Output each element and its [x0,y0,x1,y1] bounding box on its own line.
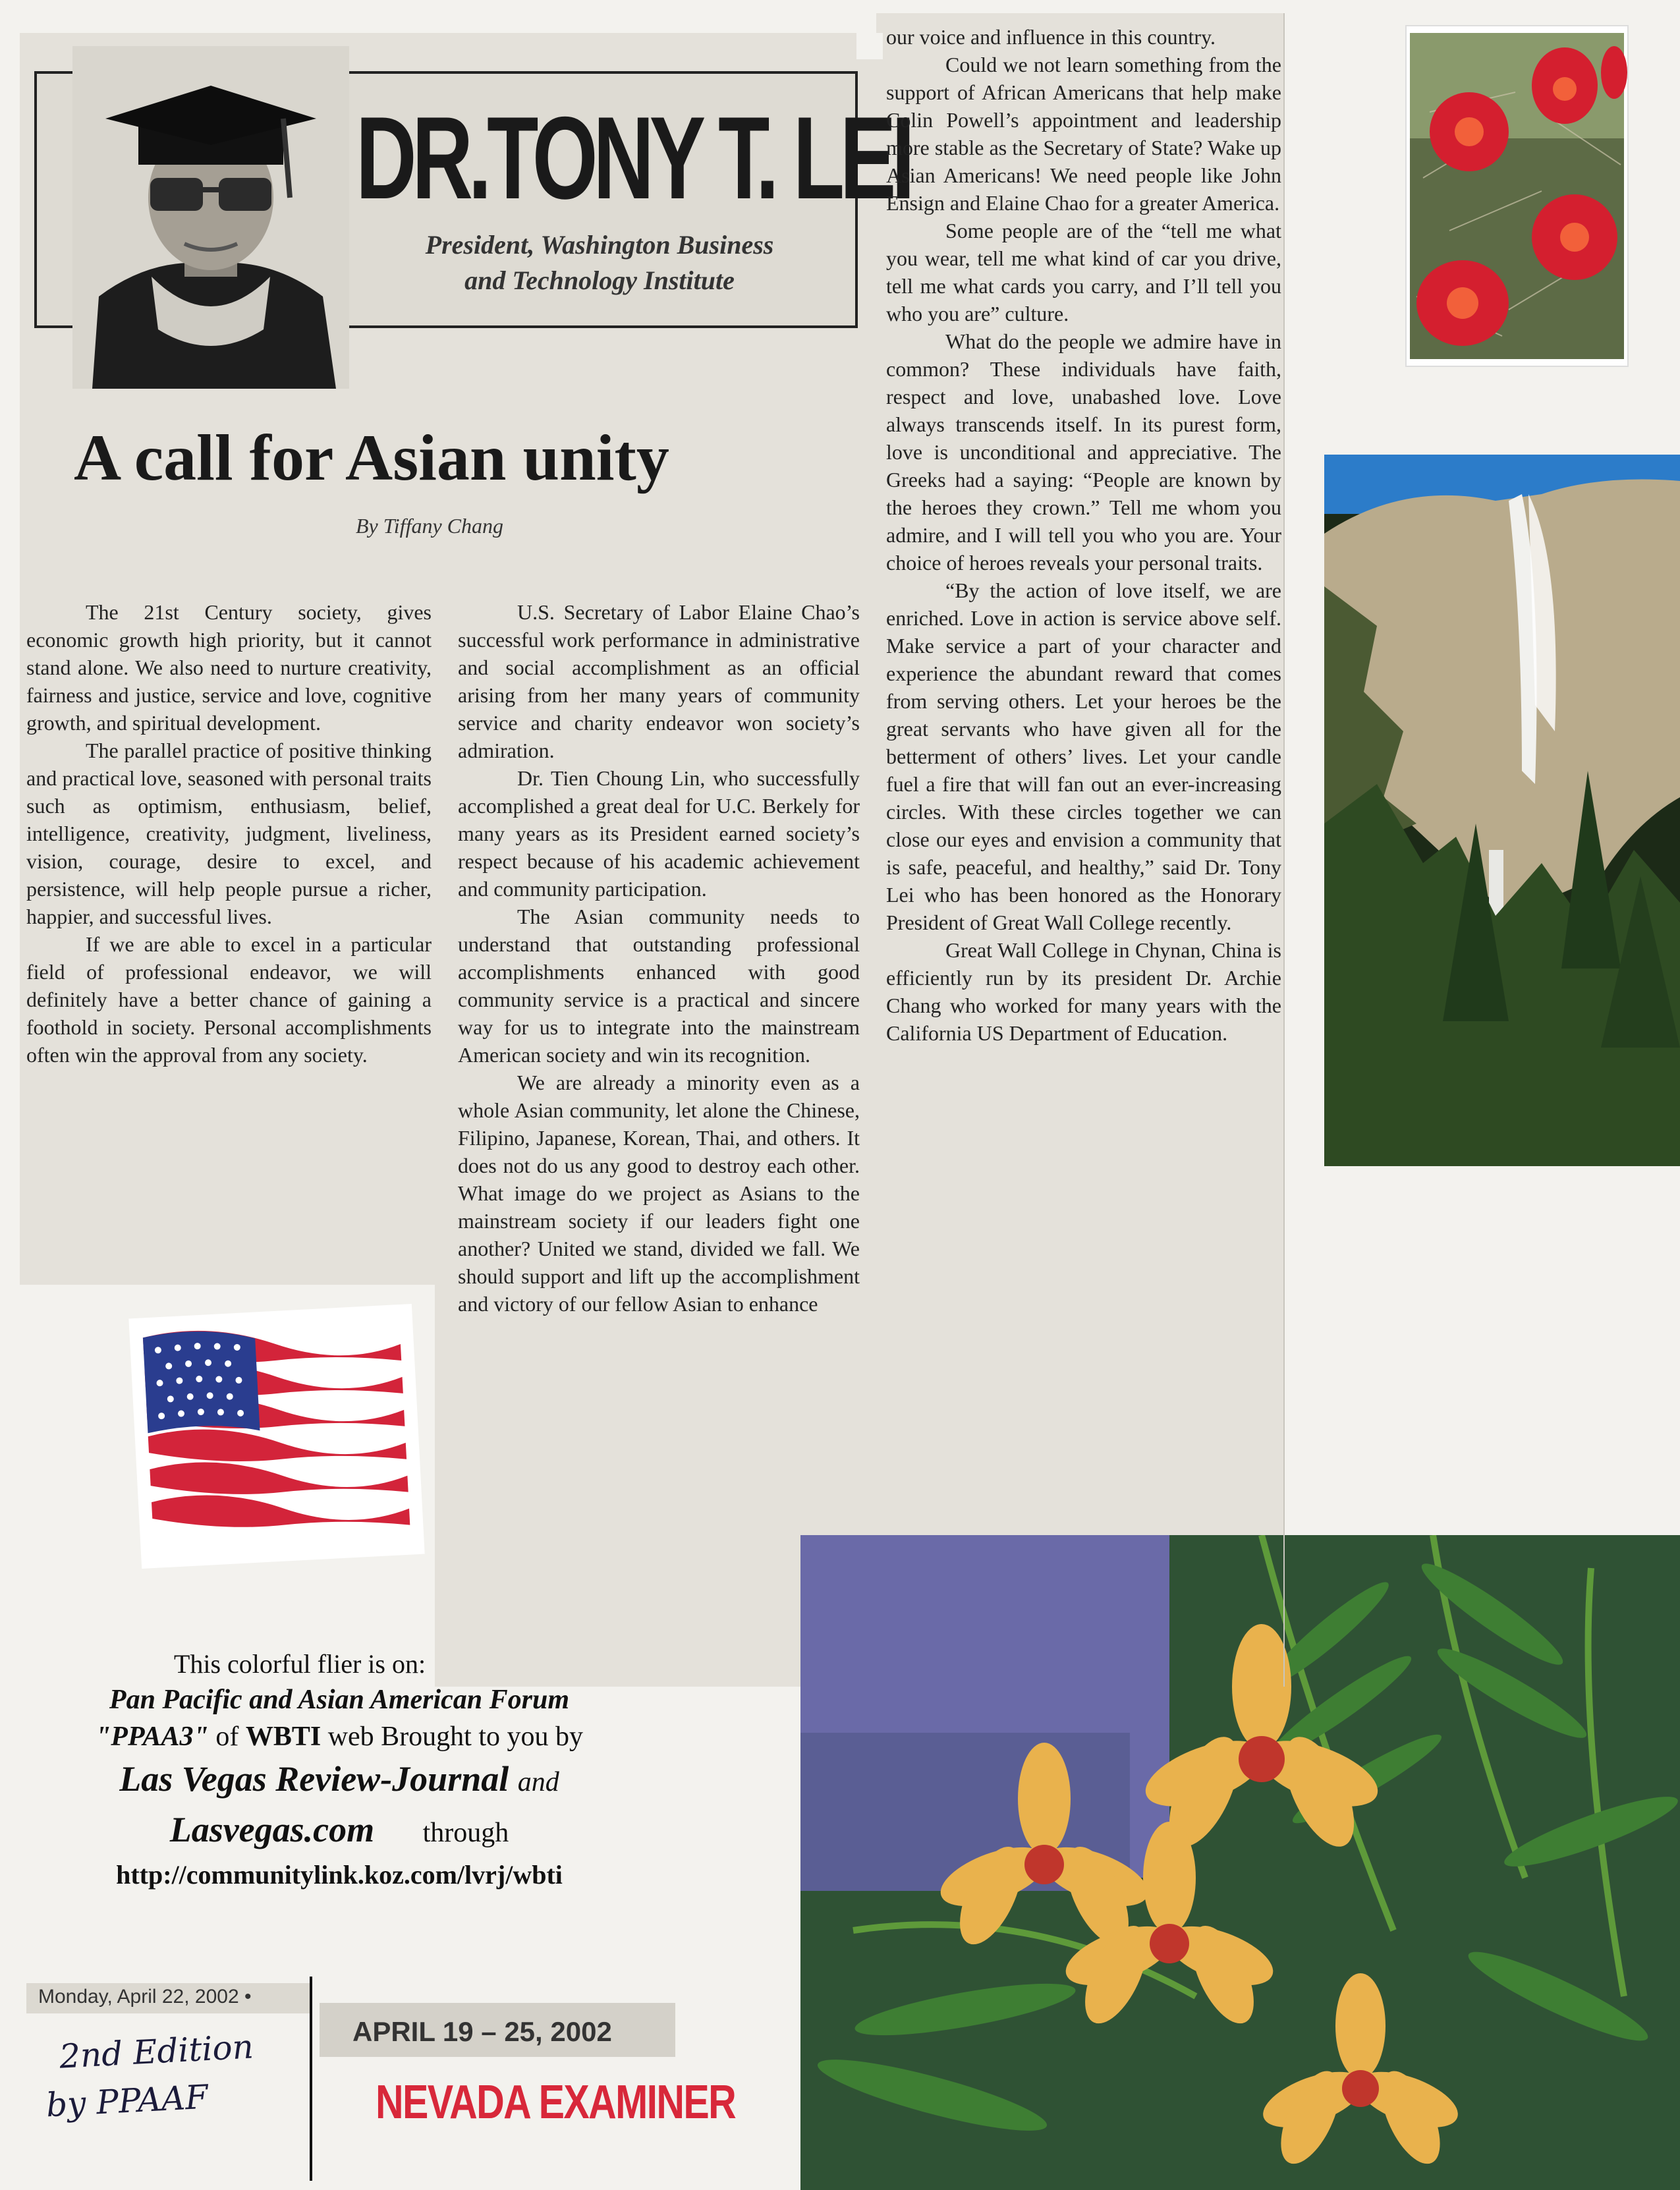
flier-url-link[interactable]: http://communitylink.koz.com/lvrj/wbti [116,1860,563,1890]
article-column-2 [458,598,860,1318]
author-title-line2: and Technology Institute [464,266,735,295]
paragraph: The 21st Century society, gives economic growth high priority, but it cannot stand alone. We also need to nurture creativity, fairness and justice, service and love, cognitive growth, and spiritual development. [26,600,432,735]
author-title-line1: President, Washington Business [425,230,774,260]
nevada-examiner-logo: NEVADA EXAMINER [376,2076,736,2129]
author-name: DR.TONY T. LEI [356,92,910,223]
date-range-strip [320,2003,675,2057]
handwritten-by: by PPAAF [45,2077,210,2125]
handwritten-edition: 2nd Edition [58,2027,255,2076]
header-paper-cutout [856,33,883,59]
flier-line-2: Pan Pacific and Asian American Forum [109,1685,570,1715]
paragraph: What do the people we admire have in common? These individuals have faith, respect and love, unabashed love. Love always transcends itself. In its purest form, love is unconditional and appreciative. The Greeks had a saying: “People are known by the heroes they crown.” Tell me whom you admire, and I will tell you who you are. Your choice of heroes reveals your personal traits. [886,329,1281,575]
headline: A call for Asian unity [74,421,669,494]
us-flag-icon [128,1304,424,1569]
paragraph: The Asian community needs to understand that outstanding professional accomplishments enhanced with good community service is a practical and sincere way for us to integrate into the mainstream American society and win its recognition. [458,905,860,1067]
flier-line-1: This colorful flier is on: [173,1649,426,1679]
paragraph: The parallel practice of positive thinking and practical love, seasoned with personal traits such as optimism, enthusiasm, belief, intelligence, creativity, judgment, liveliness, vision, courage, desire to excel, and persistence, will help people pursue a richer, happier, and successful lives. [26,739,432,928]
flier-info [13,1647,665,1894]
article-column-3 [886,23,1281,1047]
orchid-photo [800,1535,1680,2190]
flier-and: and [517,1767,559,1797]
flier-wbti: WBTI [245,1722,322,1752]
author-portrait [72,46,349,389]
date-range: APRIL 19 – 25, 2002 [352,2016,612,2047]
flier-line-4 [13,1755,665,1806]
flier-ppaa3: "PPAA3" [95,1722,209,1752]
flier-web-text: web Brought to you by [327,1722,584,1752]
flier-lvrj: Las Vegas Review-Journal [119,1759,509,1799]
clipping-edge [1283,13,1285,1687]
cactus-flower-photo [1407,26,1627,366]
flier-lasvegas: Lasvegas.com [169,1810,375,1849]
flier-line-5 [13,1806,665,1857]
article-column-1 [26,598,432,1069]
paragraph: U.S. Secretary of Labor Elaine Chao’s successful work performance in administrative and social accomplishment as an official arising from her many years of community service and charity endeavor won society’s admiration. [458,600,860,762]
flier-through: through [422,1818,509,1848]
flier-of: of [215,1722,239,1752]
paragraph: Could we not learn something from the support of African Americans that help make Colin Powell’s appointment and leadership more stable as the Secretary of State? Wake up Asian Americans! We need people like John Ensign and Elaine Chao for a greater America. [886,53,1281,215]
waterfall-photo [1324,455,1680,1166]
paragraph: Dr. Tien Choung Lin, who successfully accomplished a great deal for U.C. Berkely for many years as its President earned society’s respect because of his academic achievement and community participation. [458,766,860,901]
paragraph: We are already a minority even as a whole Asian community, let alone the Chinese, Filipino, Japanese, Korean, Thai, and others. It does not do us any good to destroy each other. What image do we project as Asians to the mainstream society if our leaders fight one another? United we stand, divided we fall. We should support and lift up the accomplishment and victory of our fellow Asian to enhance [458,1071,860,1316]
paragraph: Some people are of the “tell me what you wear, tell me what kind of car you drive, tell me what cards you carry, and I’ll tell you who you are” culture. [886,219,1281,325]
paragraph: “By the action of love itself, we are enriched. Love in action is service above self. Make service a part of your character and experience the abundant reward that comes from serving others. Let your heroes be the great servants who have given all for the betterment of others’ lives. Let your candle fuel a fire that will fan out an ever-increasing circles. With these circles together we can close our eyes and envision a community that is safe, peaceful, and healthy,” said Dr. Tony Lei who has been honored as the Honorary President of Great Wall College recently. [886,578,1281,934]
footer-divider [310,1977,312,2181]
date-label: Monday, April 22, 2002 • [38,1986,252,2008]
paragraph: Great Wall College in Chynan, China is efficiently run by its president Dr. Archie Chang who worked for many years with the California US Department of Education. [886,938,1281,1045]
byline: By Tiffany Chang [356,514,503,538]
date-strip [26,1983,310,2013]
flier-line-3 [13,1718,665,1755]
paragraph: our voice and influence in this country. [886,25,1216,49]
paragraph: If we are able to excel in a particular field of professional endeavor, we will definitely have a better chance of gaining a foothold in society. Personal accomplishments often win the approval from any society. [26,932,432,1067]
